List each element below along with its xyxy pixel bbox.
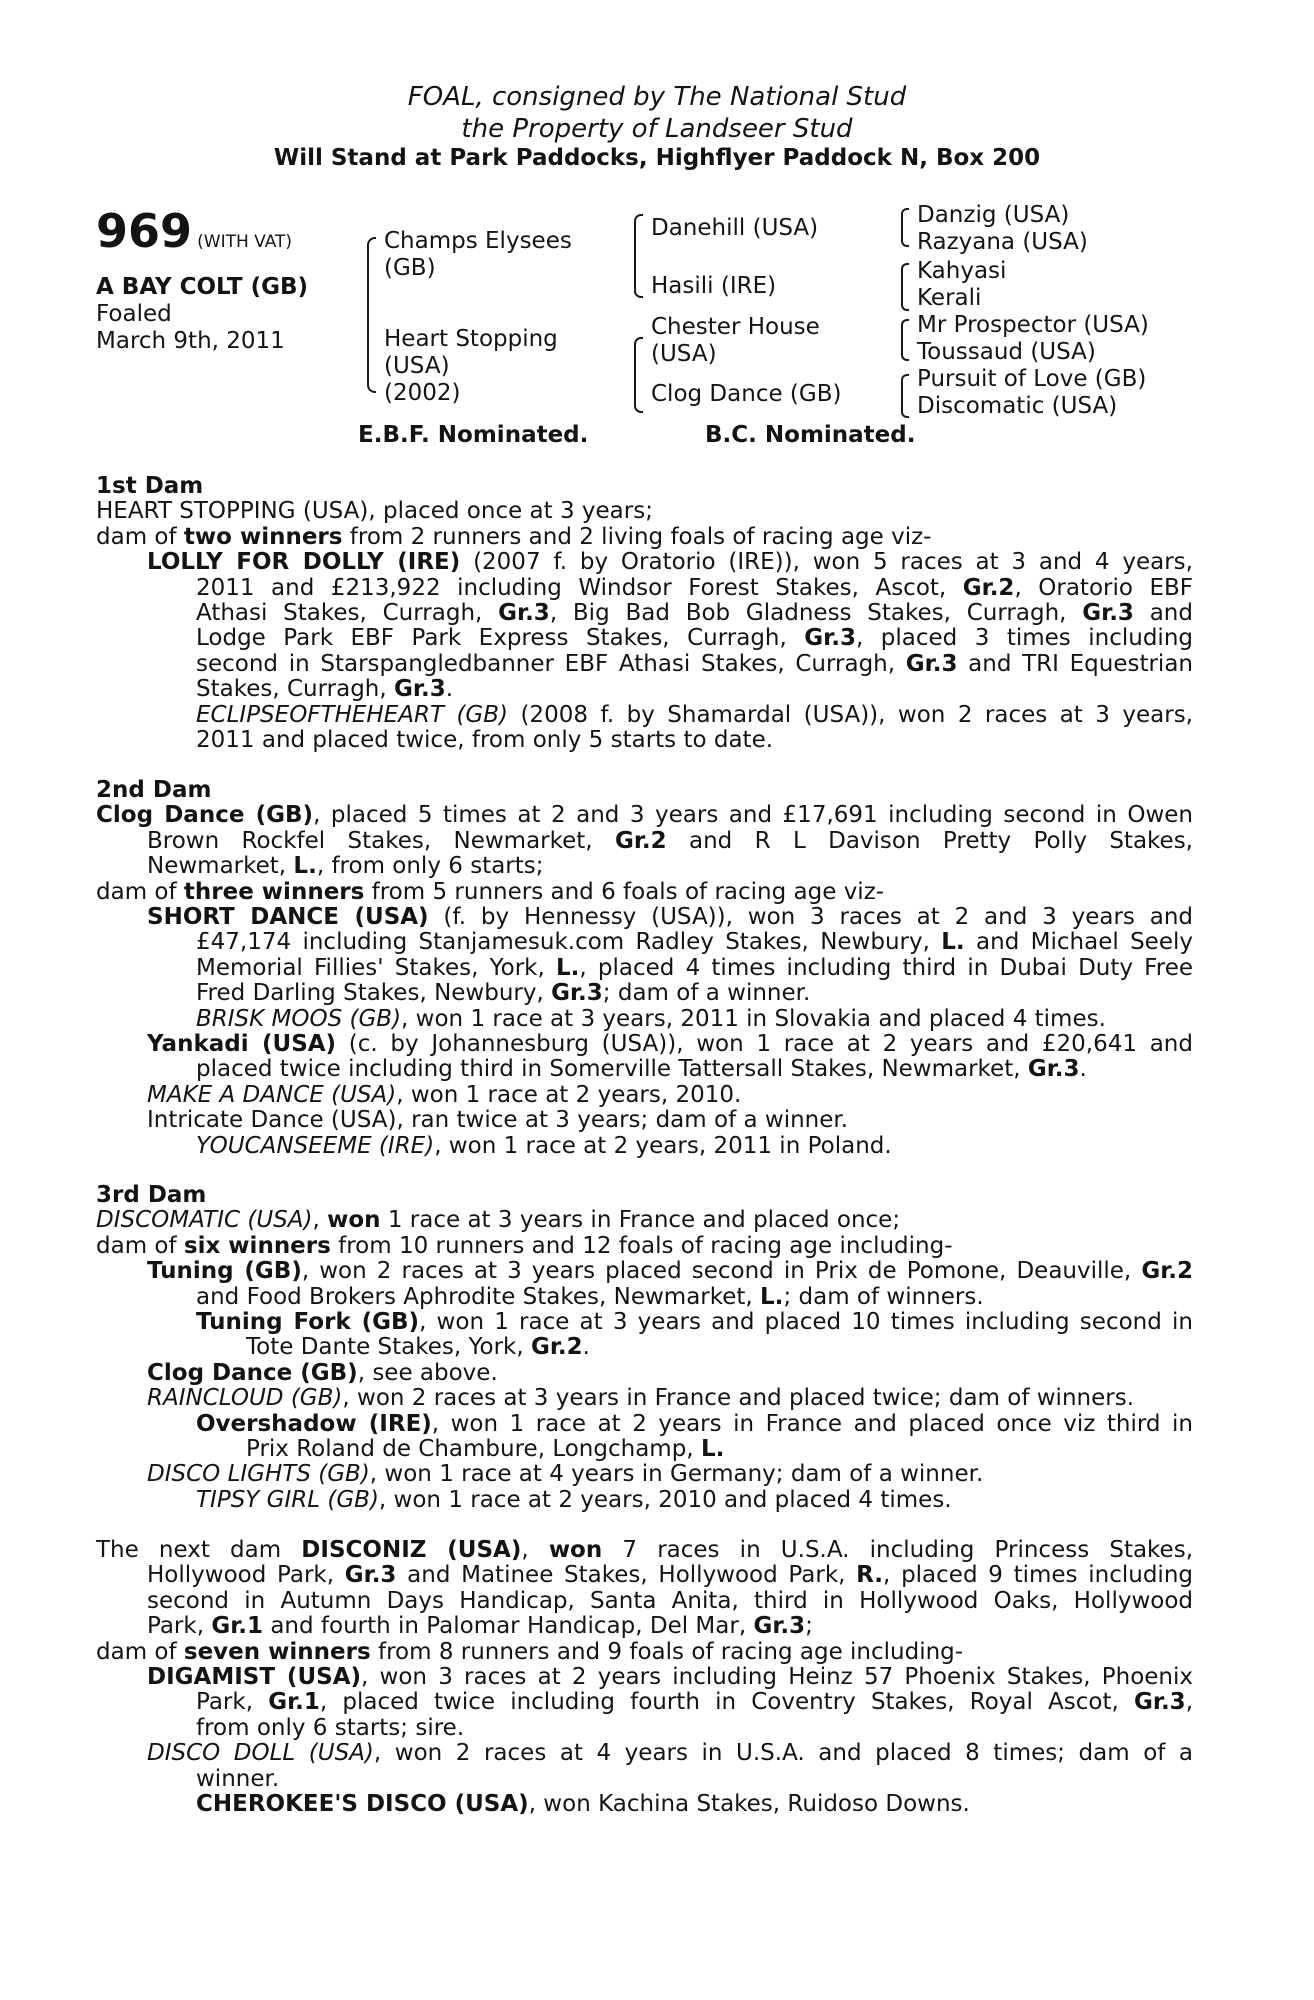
location-line: Will Stand at Park Paddocks, Highflyer Paddock N, Box 200 (273, 145, 1041, 171)
text-line: DIGAMIST (USA), won 3 races at 2 years including Heinz 57 Phoenix Stakes, Phoenix (147, 1664, 1194, 1691)
bold-text: Gr.3 (1082, 600, 1134, 627)
text-line: dam of six winners from 10 runners and 12 foals of racing age including- (96, 1232, 953, 1259)
text-line: and Food Brokers Aphrodite Stakes, Newmarket, L.; dam of winners. (196, 1283, 984, 1310)
italic-text: DISCO LIGHTS (GB) (147, 1461, 370, 1488)
bold-text: won (548, 1537, 603, 1563)
bold-text: Tuning Fork (GB) (196, 1309, 420, 1336)
italic-text: TIPSY GIRL (GB) (196, 1486, 379, 1513)
bold-text: Gr.3 (551, 980, 603, 1007)
pedigree-g3: Kahyasi (917, 258, 1007, 284)
bold-text: Gr.2 (1141, 1258, 1193, 1285)
text-line: winner. (196, 1765, 280, 1792)
text-line: £47,174 including Stanjamesuk.com Radley Stakes, Newbury, L. and Michael Seely (196, 929, 1193, 956)
text-line: dam of two winners from 2 runners and 2 living foals of racing age viz- (96, 523, 932, 550)
pedigree-brace-g2 (901, 263, 909, 311)
first-dam-heading: 1st Dam (96, 473, 204, 499)
bold-text: won (327, 1207, 381, 1234)
pedigree-sire-dam: Hasili (IRE) (651, 273, 777, 299)
text-line: Yankadi (USA) (c. by Johannesburg (USA)), won 1 race at 2 years and £20,641 and (147, 1031, 1193, 1058)
next-dam-section (96, 1538, 1193, 1817)
text-line: 2011 and placed twice, from only 5 starts to date. (196, 727, 774, 754)
property-line: the Property of Landseer Stud (461, 114, 853, 144)
text-line: Overshadow (IRE), won 1 race at 2 years in France and placed once viz third in (196, 1410, 1193, 1437)
bold-text: L. (293, 853, 317, 880)
pedigree-dam-sire: Chester House (USA) (651, 314, 820, 367)
bold-text: Gr.2 (530, 1334, 583, 1361)
bold-text: DIGAMIST (USA) (147, 1664, 362, 1691)
bold-text: DISCONIZ (USA) (301, 1537, 522, 1563)
text-line: MAKE A DANCE (USA), won 1 race at 2 years, 2010. (147, 1081, 742, 1108)
text-line: Lodge Park EBF Park Express Stakes, Curragh, Gr.3, placed 3 times including (196, 625, 1193, 652)
bold-text: Gr.3 (905, 650, 958, 677)
text-line: Stakes, Curragh, Gr.3. (196, 676, 454, 703)
text-line: Fred Darling Stakes, Newbury, Gr.3; dam of a winner. (196, 980, 811, 1007)
text-line: placed twice including third in Somerville Tattersall Stakes, Newmarket, Gr.3. (196, 1056, 1087, 1083)
italic-text: DISCOMATIC (USA) (96, 1207, 313, 1234)
bold-text: seven winners (183, 1638, 371, 1665)
bold-text: Gr.3 (804, 625, 856, 652)
bold-text: L. (555, 954, 580, 981)
bold-text: six winners (183, 1232, 331, 1259)
text-line: Newmarket, L., from only 6 starts; (147, 853, 544, 880)
pedigree-g4: Kerali (917, 285, 982, 311)
pedigree-sire-sire: Danehill (USA) (651, 215, 819, 241)
consignment-line: FOAL, consigned by The National Stud (407, 82, 907, 112)
text-line: The next dam DISCONIZ (USA), won 7 races in U.S.A. including Princess Stakes, (96, 1537, 1194, 1563)
bold-text: Clog Dance (GB) (147, 1359, 358, 1386)
text-line: Tote Dante Stakes, York, Gr.2. (246, 1334, 590, 1361)
bold-text: Gr.2 (962, 574, 1015, 601)
text-line: HEART STOPPING (USA), placed once at 3 years; (96, 498, 653, 525)
text-line: from only 6 starts; sire. (196, 1714, 465, 1741)
pedigree-sire: Champs Elysees (GB) (384, 228, 572, 281)
text-line: second in Starspangledbanner EBF Athasi Stakes, Curragh, Gr.3 and TRI Equestrian (196, 650, 1193, 677)
text-line: second in Autumn Days Handicap, Santa Anita, third in Hollywood Oaks, Hollywood (147, 1587, 1193, 1614)
pedigree-g7: Pursuit of Love (GB) (917, 366, 1147, 392)
second-dam-heading: 2nd Dam (96, 777, 212, 803)
lot-number: 969 (96, 204, 193, 258)
first-dam-section (96, 474, 1193, 753)
italic-text: BRISK MOOS (GB) (196, 1005, 402, 1032)
italic-text: DISCO DOLL (USA) (147, 1740, 374, 1767)
pedigree-g8: Discomatic (USA) (917, 393, 1118, 419)
pedigree-g5: Mr Prospector (USA) (917, 312, 1149, 338)
pedigree-g6: Toussaud (USA) (917, 339, 1096, 365)
bc-nominated: B.C. Nominated. (705, 422, 916, 448)
italic-text: RAINCLOUD (GB) (147, 1385, 343, 1412)
bold-text: Gr.3 (753, 1613, 806, 1640)
text-line: SHORT DANCE (USA) (f. by Hennessy (USA)), won 3 races at 2 and 3 years and (147, 904, 1193, 931)
text-line: dam of three winners from 5 runners and 6 foals of racing age viz- (96, 878, 885, 905)
bold-text: R. (856, 1562, 884, 1589)
text-line: Clog Dance (GB), placed 5 times at 2 and 3 years and £17,691 including second in Owen (96, 802, 1193, 829)
bold-text: Gr.1 (268, 1689, 320, 1716)
text-line: 2011 and £213,922 including Windsor Forest Stakes, Ascot, Gr.2, Oratorio EBF (196, 574, 1193, 601)
foaled-label: Foaled (96, 301, 172, 327)
bold-text: LOLLY FOR DOLLY (IRE) (147, 549, 461, 576)
text-line: YOUCANSEEME (IRE), won 1 race at 2 years, 2011 in Poland. (196, 1132, 892, 1159)
bold-text: three winners (183, 878, 365, 905)
text-line: Prix Roland de Chambure, Longchamp, L. (246, 1436, 725, 1463)
text-line: DISCO LIGHTS (GB), won 1 race at 4 years in Germany; dam of a winner. (147, 1461, 984, 1488)
pedigree-brace-sire (634, 214, 643, 298)
bold-text: CHEROKEE'S DISCO (USA) (196, 1791, 529, 1818)
text-line: Intricate Dance (USA), ran twice at 3 years; dam of a winner. (147, 1107, 849, 1134)
bold-text: Gr.1 (211, 1613, 264, 1640)
bold-text: Tuning (GB) (147, 1258, 302, 1285)
bold-text: Clog Dance (GB) (96, 802, 314, 829)
pedigree-dam-dam: Clog Dance (GB) (651, 381, 842, 407)
ebf-nominated: E.B.F. Nominated. (358, 422, 589, 448)
bold-text: Gr.3 (1134, 1689, 1186, 1716)
text-line: Park, Gr.1 and fourth in Palomar Handicap, Del Mar, Gr.3; (147, 1613, 813, 1640)
text-line: Athasi Stakes, Curragh, Gr.3, Big Bad Bob Gladness Stakes, Curragh, Gr.3 and (196, 600, 1193, 627)
text-line: DISCOMATIC (USA), won 1 race at 3 years in France and placed once; (96, 1207, 901, 1234)
bold-text: SHORT DANCE (USA) (147, 904, 429, 931)
text-line: LOLLY FOR DOLLY (IRE) (2007 f. by Oratorio (IRE)), won 5 races at 3 and 4 years, (147, 549, 1193, 576)
text-line: TIPSY GIRL (GB), won 1 race at 2 years, 2010 and placed 4 times. (196, 1486, 952, 1513)
foaled-date: March 9th, 2011 (96, 328, 285, 354)
bold-text: Gr.2 (614, 827, 667, 854)
pedigree-g1: Danzig (USA) (917, 202, 1070, 228)
pedigree-brace-dam (634, 337, 643, 413)
second-dam-section (96, 778, 1193, 1159)
bold-text: Gr.3 (498, 600, 550, 627)
bold-text: Gr.3 (394, 676, 446, 703)
text-line: CHEROKEE'S DISCO (USA), won Kachina Stakes, Ruidoso Downs. (196, 1791, 970, 1818)
italic-text: YOUCANSEEME (IRE) (196, 1132, 435, 1159)
bold-text: L. (941, 929, 965, 956)
text-line: Tuning Fork (GB), won 1 race at 3 years and placed 10 times including second in (196, 1309, 1193, 1336)
text-line: dam of seven winners from 8 runners and 9 foals of racing age including- (96, 1638, 964, 1665)
third-dam-section (96, 1183, 1193, 1513)
text-line: ECLIPSEOFTHEHEART (GB) (2008 f. by Shamardal (USA)), won 2 races at 3 years, (196, 701, 1193, 728)
italic-text: ECLIPSEOFTHEHEART (GB) (196, 701, 508, 728)
text-line: RAINCLOUD (GB), won 2 races at 3 years in France and placed twice; dam of winners. (147, 1385, 1135, 1412)
lot-number-row (96, 204, 293, 258)
text-line: Clog Dance (GB), see above. (147, 1359, 498, 1386)
pedigree-brace-g3 (901, 319, 909, 361)
pedigree-brace-main (367, 237, 376, 393)
pedigree-dam: Heart Stopping (USA) (2002) (384, 326, 558, 406)
text-line: Brown Rockfel Stakes, Newmarket, Gr.2 and R L Davison Pretty Polly Stakes, (147, 827, 1193, 854)
bold-text: Yankadi (USA) (147, 1031, 337, 1058)
bold-text: Gr.3 (344, 1562, 397, 1589)
vat-label: (WITH VAT) (197, 232, 293, 252)
pedigree-g2: Razyana (USA) (917, 229, 1088, 255)
pedigree-brace-g4 (901, 374, 909, 418)
text-line: Tuning (GB), won 2 races at 3 years placed second in Prix de Pomone, Deauville, Gr.2 (147, 1258, 1193, 1285)
bold-text: two winners (183, 523, 343, 550)
lot-title: A BAY COLT (GB) (96, 274, 309, 300)
bold-text: L. (700, 1436, 725, 1463)
pedigree-brace-g1 (901, 208, 909, 247)
italic-text: MAKE A DANCE (USA) (147, 1081, 397, 1108)
text-line: Memorial Fillies' Stakes, York, L., placed 4 times including third in Dubai Duty Free (196, 954, 1193, 981)
text-line: BRISK MOOS (GB), won 1 race at 3 years, 2011 in Slovakia and placed 4 times. (196, 1005, 1106, 1032)
bold-text: L. (760, 1283, 784, 1310)
text-line: Park, Gr.1, placed twice including fourth in Coventry Stakes, Royal Ascot, Gr.3, (196, 1689, 1193, 1716)
third-dam-heading: 3rd Dam (96, 1182, 207, 1208)
text-line: Hollywood Park, Gr.3 and Matinee Stakes, Hollywood Park, R., placed 9 times including (147, 1562, 1193, 1589)
bold-text: Gr.3 (1027, 1056, 1080, 1083)
text-line: DISCO DOLL (USA), won 2 races at 4 years in U.S.A. and placed 8 times; dam of a (147, 1740, 1194, 1767)
bold-text: Overshadow (IRE) (196, 1410, 432, 1437)
